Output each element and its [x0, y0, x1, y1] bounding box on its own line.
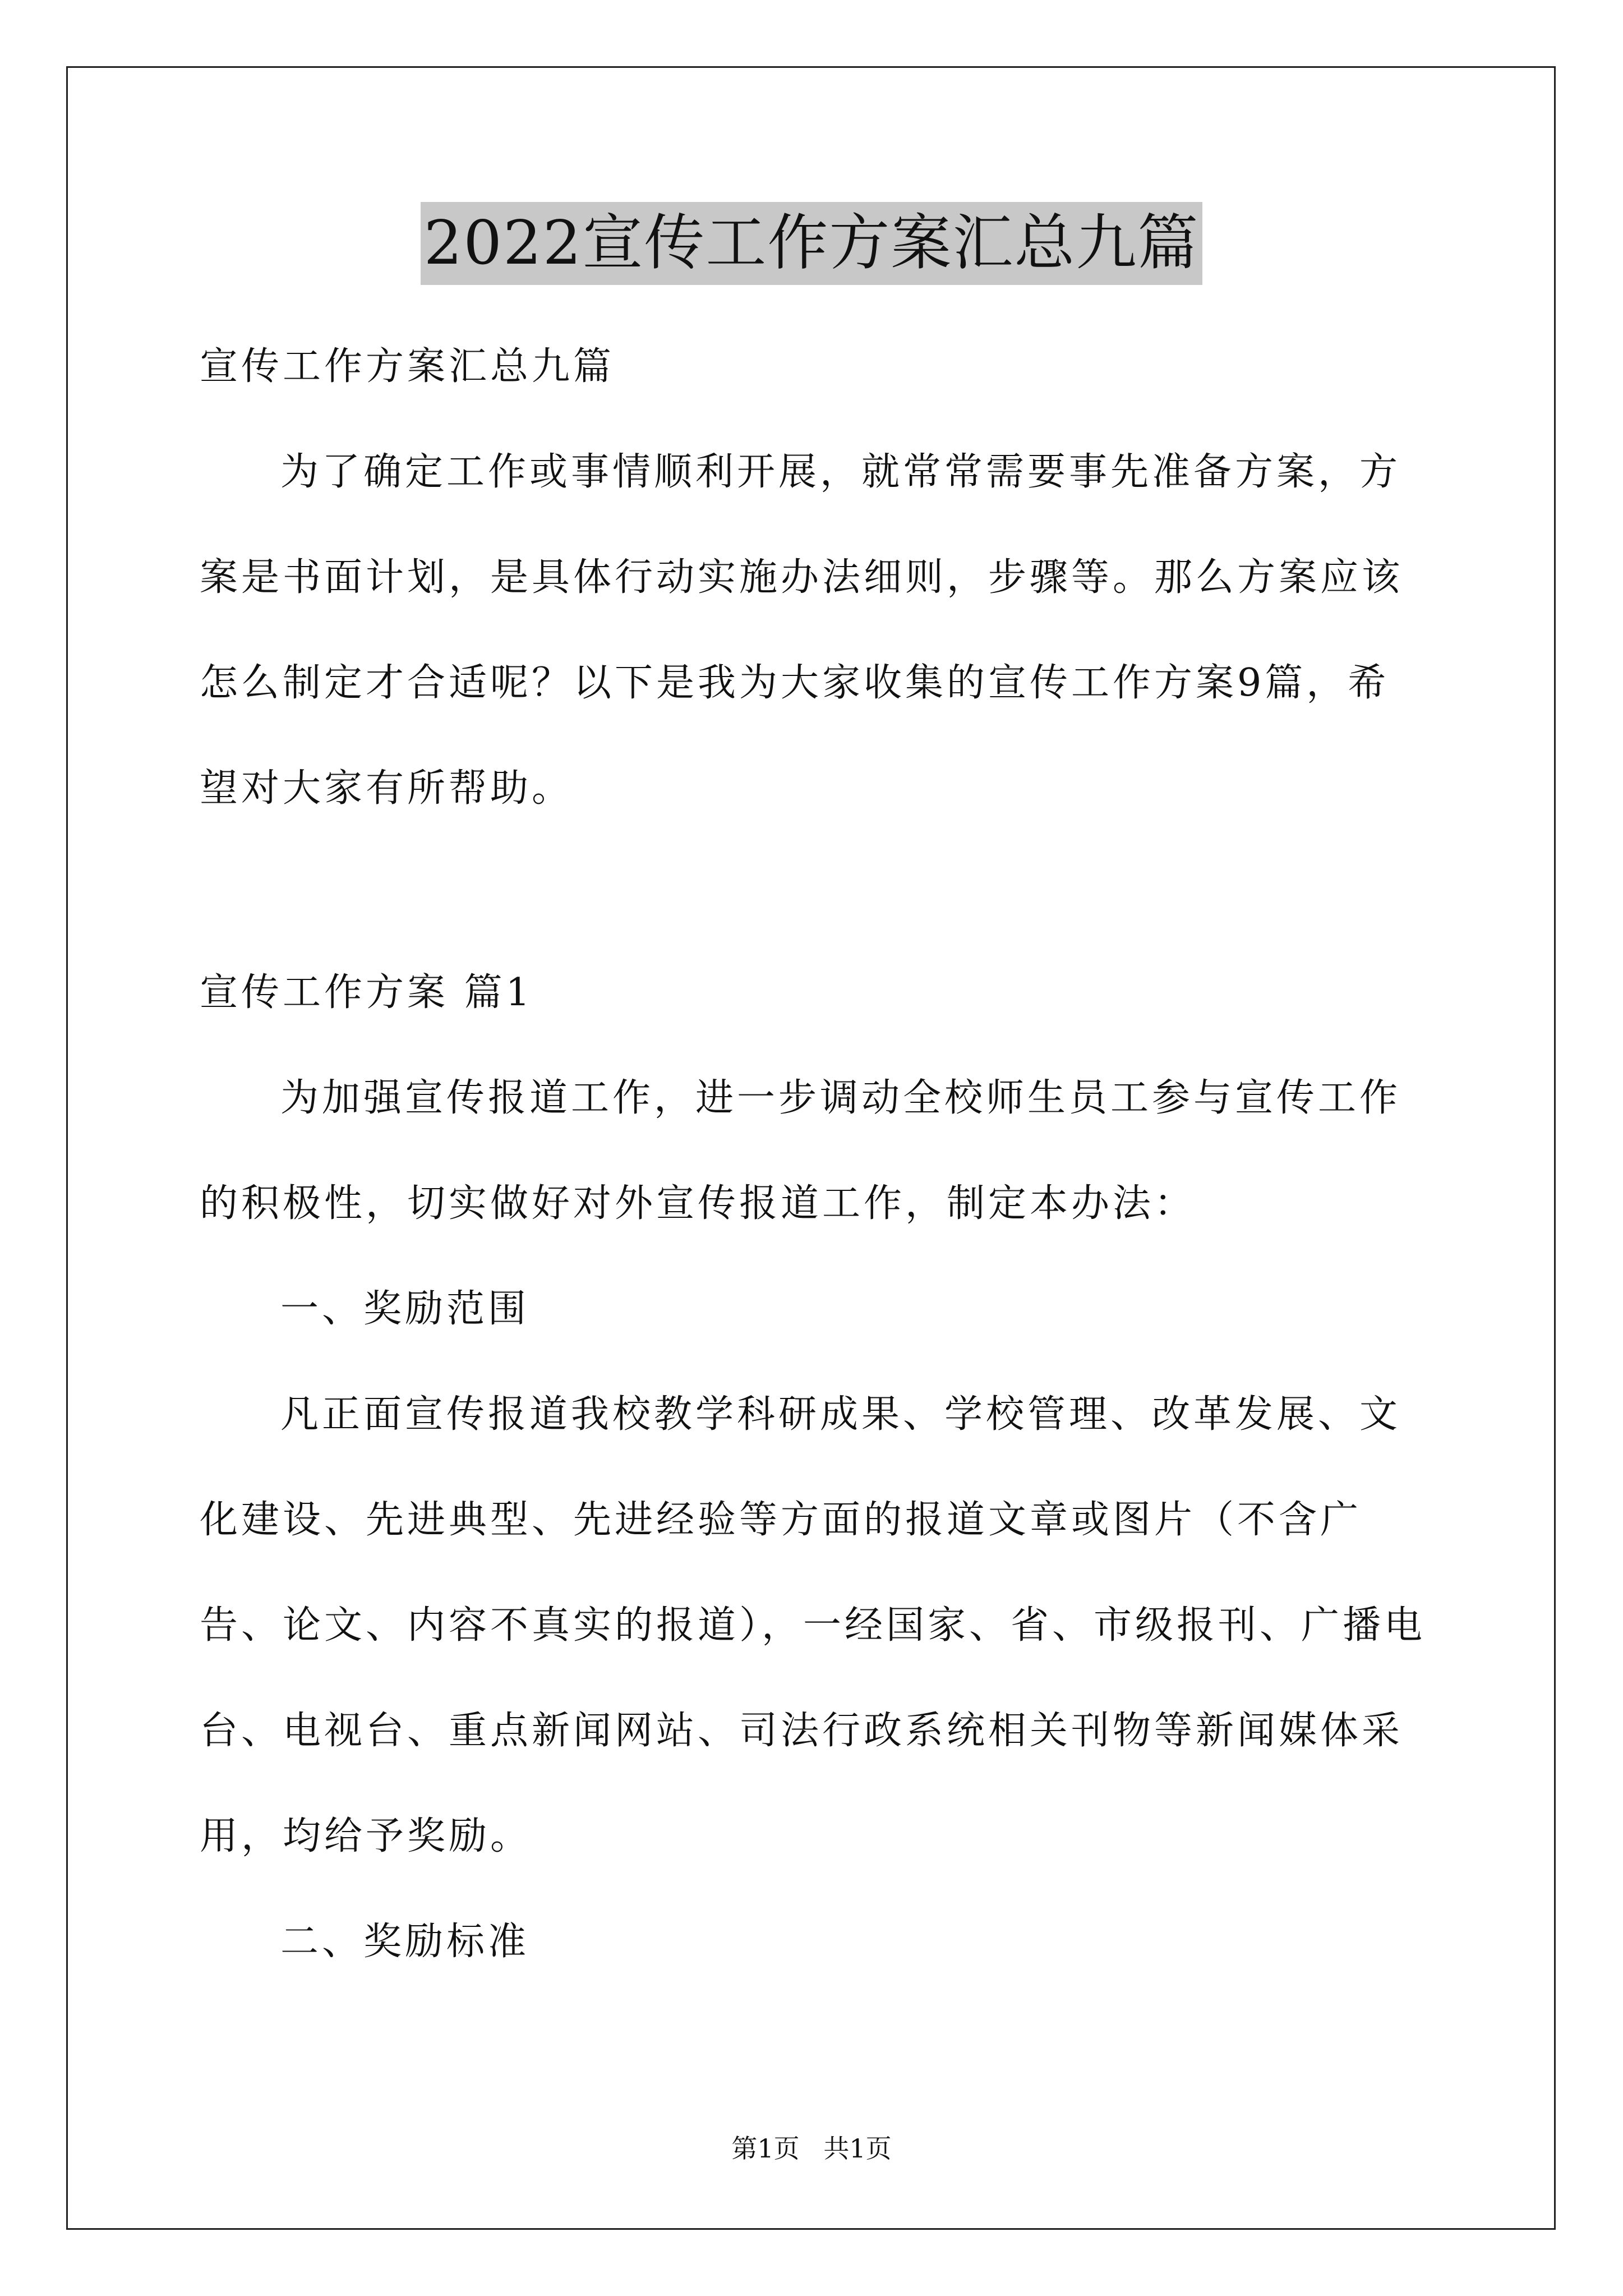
page-total: 共1页: [823, 2133, 892, 2164]
purpose-paragraph: 为加强宣传报道工作，进一步调动全校师生员工参与宣传工作的积极性，切实做好对外宣传报道工作，制定本办法：: [200, 1076, 1401, 1226]
scope-paragraph: 凡正面宣传报道我校教学科研成果、学校管理、改革发展、文化建设、先进典型、先进经验等方面的报道文章或图片（不含广告、论文、内容不真实的报道），一经国家、省、市级报刊、广播电台、电视台、重点新闻网站、司法行政系统相关刊物等新闻媒体采用，均给予奖励。: [200, 1392, 1426, 1858]
title-container: [0, 202, 1623, 285]
document-title: 2022宣传工作方案汇总九篇: [421, 202, 1203, 285]
standard-heading: 二、奖励标准: [280, 1920, 530, 1964]
section-heading: 宣传工作方案 篇1: [200, 970, 533, 1015]
document-subtitle: 宣传工作方案汇总九篇: [200, 344, 615, 389]
document-body: [200, 314, 1428, 1995]
scope-heading: 一、奖励范围: [280, 1287, 530, 1331]
page-number: 第1页: [731, 2133, 800, 2164]
page-footer: [0, 2132, 1623, 2165]
intro-paragraph: 为了确定工作或事情顺利开展，就常常需要事先准备方案，方案是书面计划，是具体行动实施办法细则，步骤等。那么方案应该怎么制定才合适呢？以下是我为大家收集的宣传工作方案9篇，希望对大家有所帮助。: [200, 450, 1404, 811]
